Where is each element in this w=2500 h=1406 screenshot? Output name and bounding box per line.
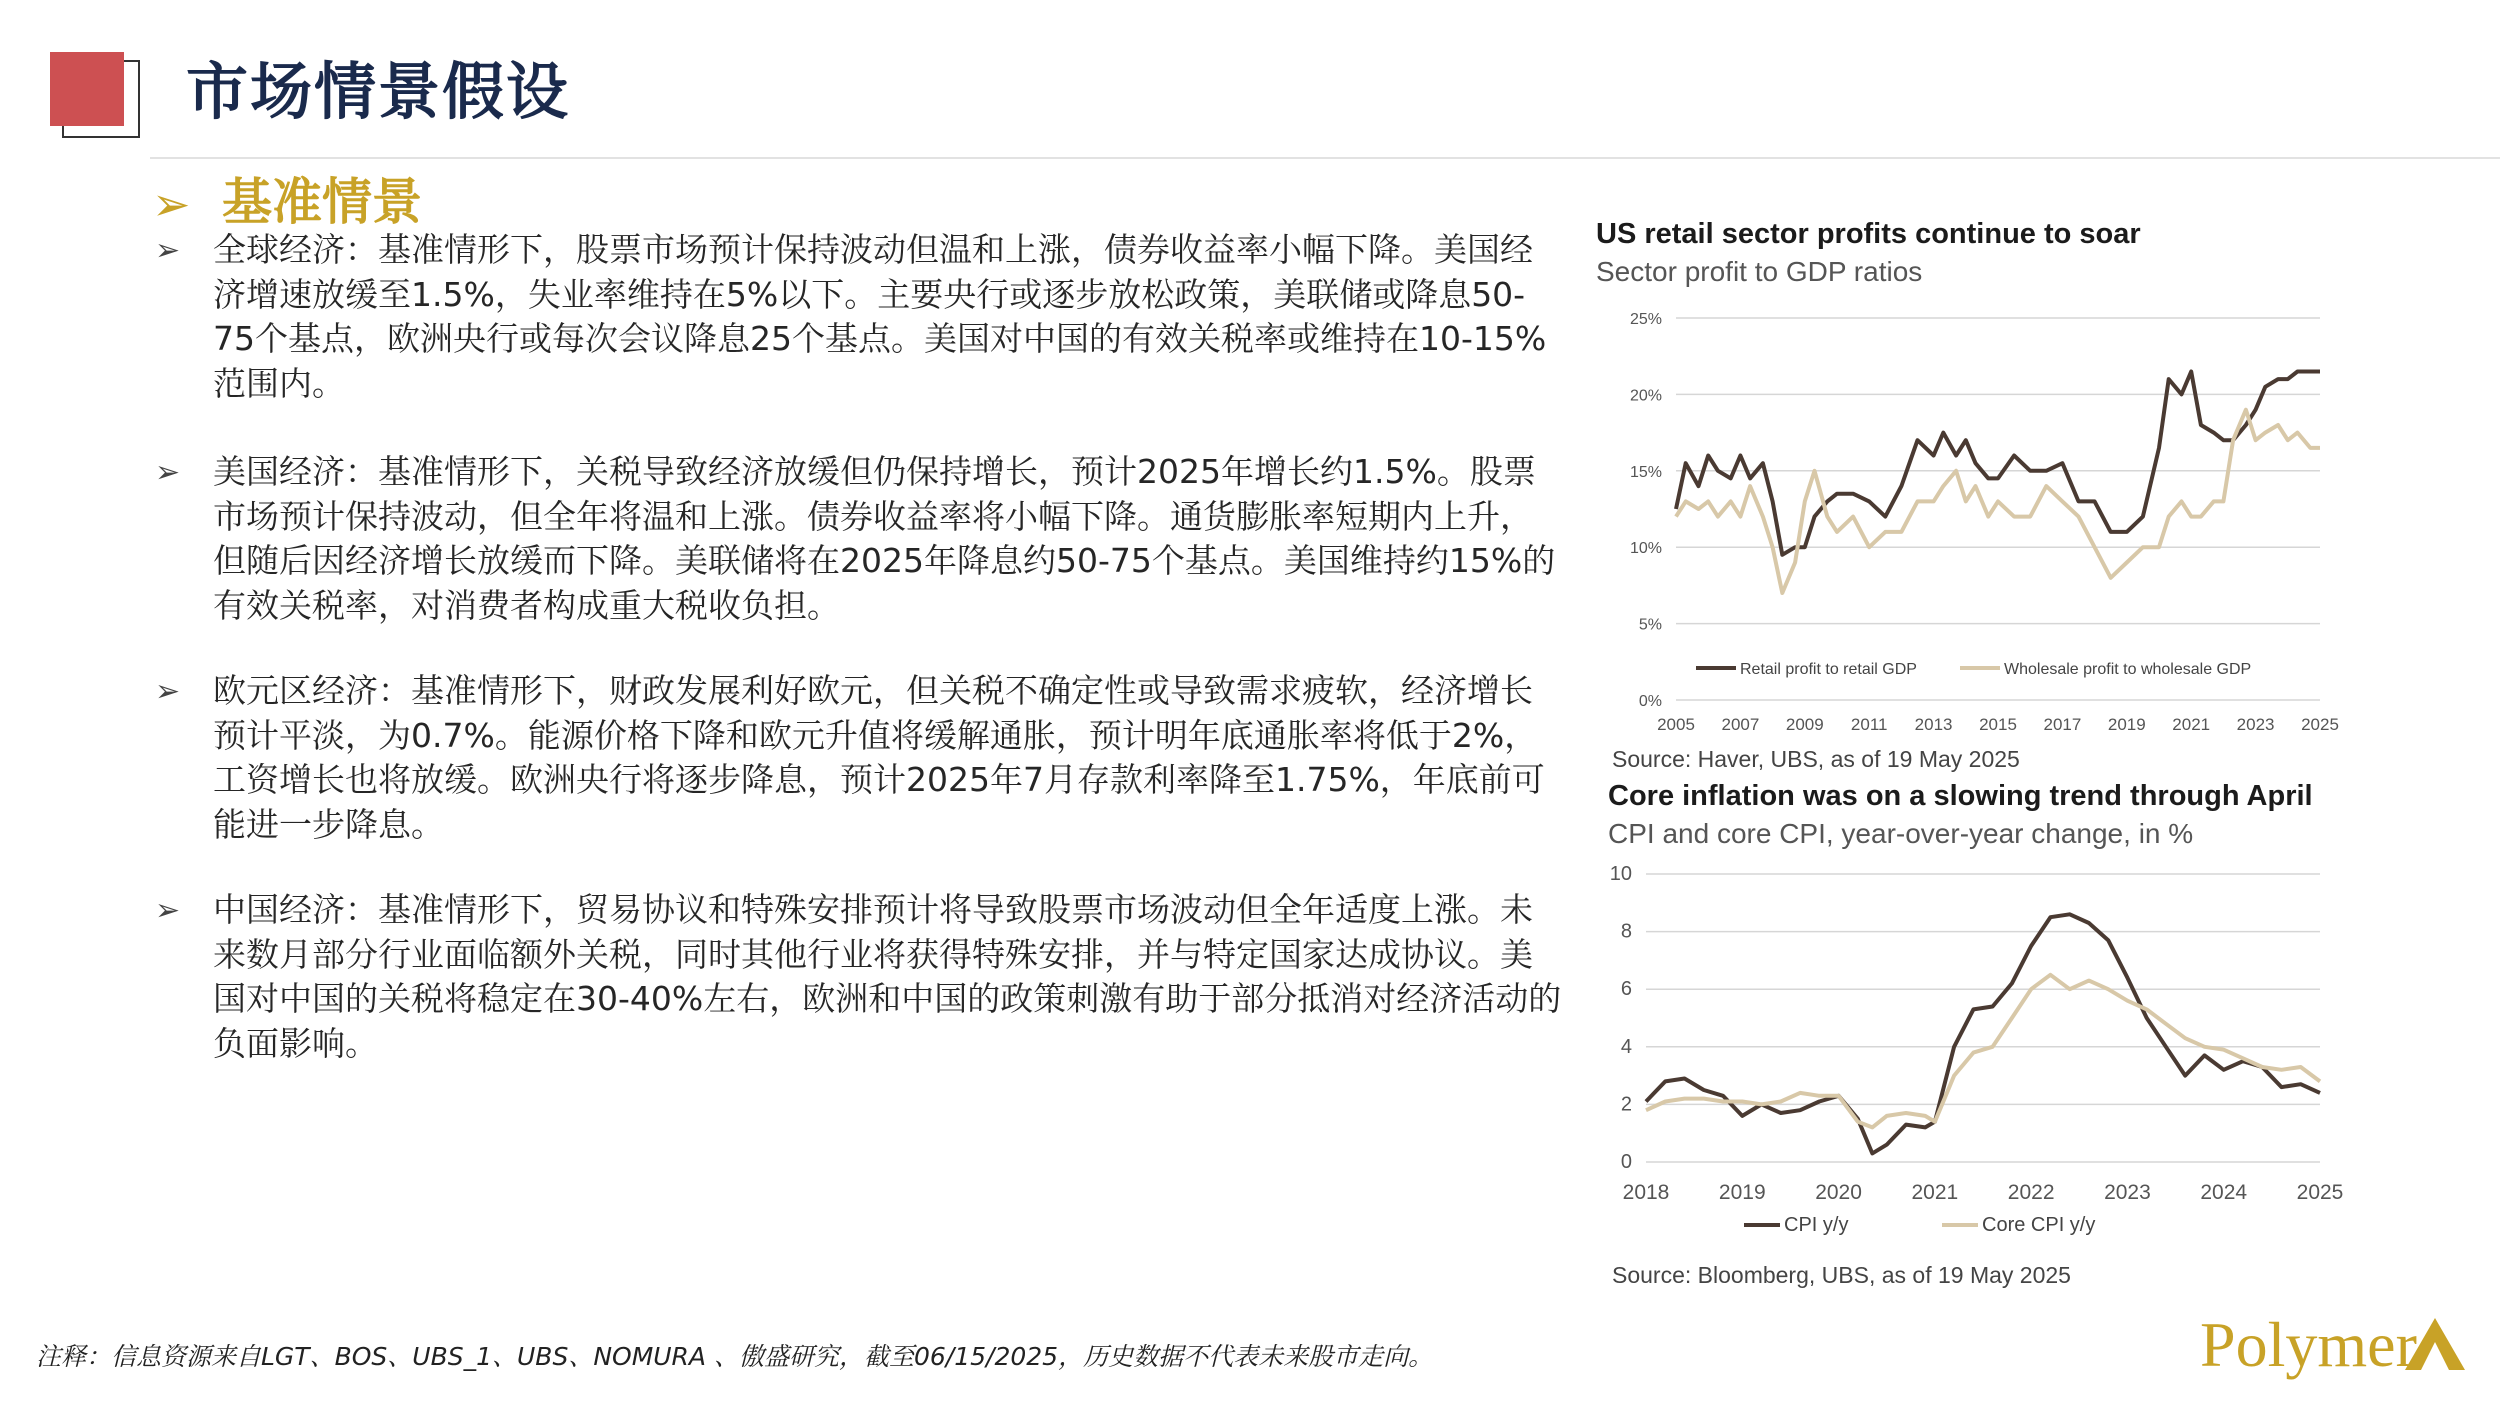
y-tick-label: 6 (1620, 978, 1632, 1001)
x-tick-label: 2005 (1657, 715, 1695, 734)
y-tick-label: 20% (1629, 387, 1662, 405)
chart2-subtitle: CPI and core CPI, year-over-year change, in % (1608, 818, 2194, 849)
chart2-plot (1590, 858, 2370, 1248)
bullet-arrow-icon: ➢ (155, 233, 181, 268)
legend-label: Retail profit to retail GDP (1740, 661, 1917, 678)
section-arrow-icon: ➢ (152, 177, 191, 231)
x-tick-label: 2015 (1979, 715, 2017, 734)
x-tick-label: 2007 (1721, 715, 1760, 734)
x-tick-label: 2025 (2296, 1181, 2344, 1204)
x-tick-label: 2018 (1622, 1181, 1670, 1204)
chart1-title: US retail sector profits continue to soar (1596, 218, 2141, 250)
section-title: 基准情景 (222, 173, 422, 231)
x-tick-label: 2019 (2107, 715, 2146, 734)
x-tick-label: 2020 (1815, 1181, 1862, 1204)
chart1-plot (1590, 300, 2350, 748)
y-tick-label: 10% (1629, 540, 1662, 558)
bullet-text: 欧元区经济：基准情形下，财政发展利好欧元，但关税不确定性或导致需求疲软，经济增长预计平淡，为0.7%。能源价格下降和欧元升值将缓解通胀，预计明年底通胀率将低于2%，工资增长也将放缓。欧洲央行将逐步降息，预计2025年7月存款利率降至1.75%，年底前可能进一步降息。 (213, 671, 1545, 844)
bullet-arrow-icon: ➢ (155, 455, 181, 490)
footnote: 注释：信息资源来自LGT、BOS、UBS_1、UBS、NOMURA 、傲盛研究，截至06/15/2025，历史数据不代表未来股市走向。 (36, 1342, 1434, 1371)
bullet-text: 全球经济：基准情形下，股票市场预计保持波动但温和上涨，债券收益率小幅下降。美国经济增速放缓至1.5%，失业率维持在5%以下。主要央行或逐步放松政策，美联储或降息50-75个基点，欧洲央行或每次会议降息25个基点。美国对中国的有效关税率或维持在10-15%范围内。 (213, 230, 1547, 403)
bullet-arrow-icon: ➢ (155, 674, 181, 709)
y-tick-label: 25% (1629, 311, 1662, 328)
legend-label: Wholesale profit to wholesale GDP (2004, 661, 2252, 678)
chart2-source: Source: Bloomberg, UBS, as of 19 May 2025 (1612, 1262, 2071, 1288)
header-divider (150, 157, 2500, 159)
brand-logo-text: Polymer (2200, 1309, 2417, 1380)
x-tick-label: 2017 (2043, 715, 2082, 734)
y-tick-label: 8 (1620, 920, 1632, 943)
chart1-subtitle: Sector profit to GDP ratios (1596, 256, 1923, 287)
y-tick-label: 2 (1620, 1093, 1632, 1116)
y-tick-label: 5% (1638, 616, 1662, 634)
x-tick-label: 2021 (2172, 715, 2211, 734)
x-tick-label: 2021 (1911, 1181, 1959, 1204)
y-tick-label: 0% (1638, 693, 1662, 710)
x-tick-label: 2022 (2007, 1181, 2055, 1204)
y-tick-label: 4 (1620, 1035, 1632, 1058)
x-tick-label: 2025 (2301, 715, 2339, 734)
x-tick-label: 2024 (2200, 1181, 2248, 1204)
x-tick-label: 2009 (1785, 715, 1824, 734)
x-tick-label: 2023 (2104, 1181, 2151, 1204)
y-tick-label: 0 (1620, 1151, 1632, 1173)
x-tick-label: 2023 (2236, 715, 2275, 734)
x-tick-label: 2011 (1850, 715, 1888, 734)
y-tick-label: 10 (1609, 863, 1632, 885)
bullet-text: 美国经济：基准情形下，关税导致经济放缓但仍保持增长，预计2025年增长约1.5%。股票市场预计保持波动，但全年将温和上涨。债券收益率将小幅下降。通货膨胀率短期内上升，但随后因经济增长放缓而下降。美联储将在2025年降息约50-75个基点。美国维持约15%的有效关税率，对消费者构成重大税收负担。 (213, 452, 1556, 625)
y-tick-label: 15% (1629, 463, 1662, 481)
bullet-text: 中国经济：基准情形下，贸易协议和特殊安排预计将导致股票市场波动但全年适度上涨。未来数月部分行业面临额外关税，同时其他行业将获得特殊安排，并与特定国家达成协议。美国对中国的关税将稳定在30-40%左右，欧洲和中国的政策刺激有助于部分抵消对经济活动的负面影响。 (213, 890, 1562, 1063)
series-line (1646, 914, 2320, 1153)
bullet-arrow-icon: ➢ (155, 893, 181, 928)
logo-square-red (50, 52, 124, 126)
chart2-title: Core inflation was on a slowing trend through April (1608, 780, 2313, 812)
legend-label: CPI y/y (1784, 1214, 1849, 1236)
legend-label: Core CPI y/y (1982, 1214, 2096, 1236)
chart1-source: Source: Haver, UBS, as of 19 May 2025 (1612, 746, 2020, 772)
brand-mark-icon (2403, 1316, 2467, 1372)
page-title: 市场情景假设 (186, 55, 571, 128)
series-line (1676, 372, 2320, 555)
x-tick-label: 2019 (1718, 1181, 1766, 1204)
x-tick-label: 2013 (1914, 715, 1953, 734)
